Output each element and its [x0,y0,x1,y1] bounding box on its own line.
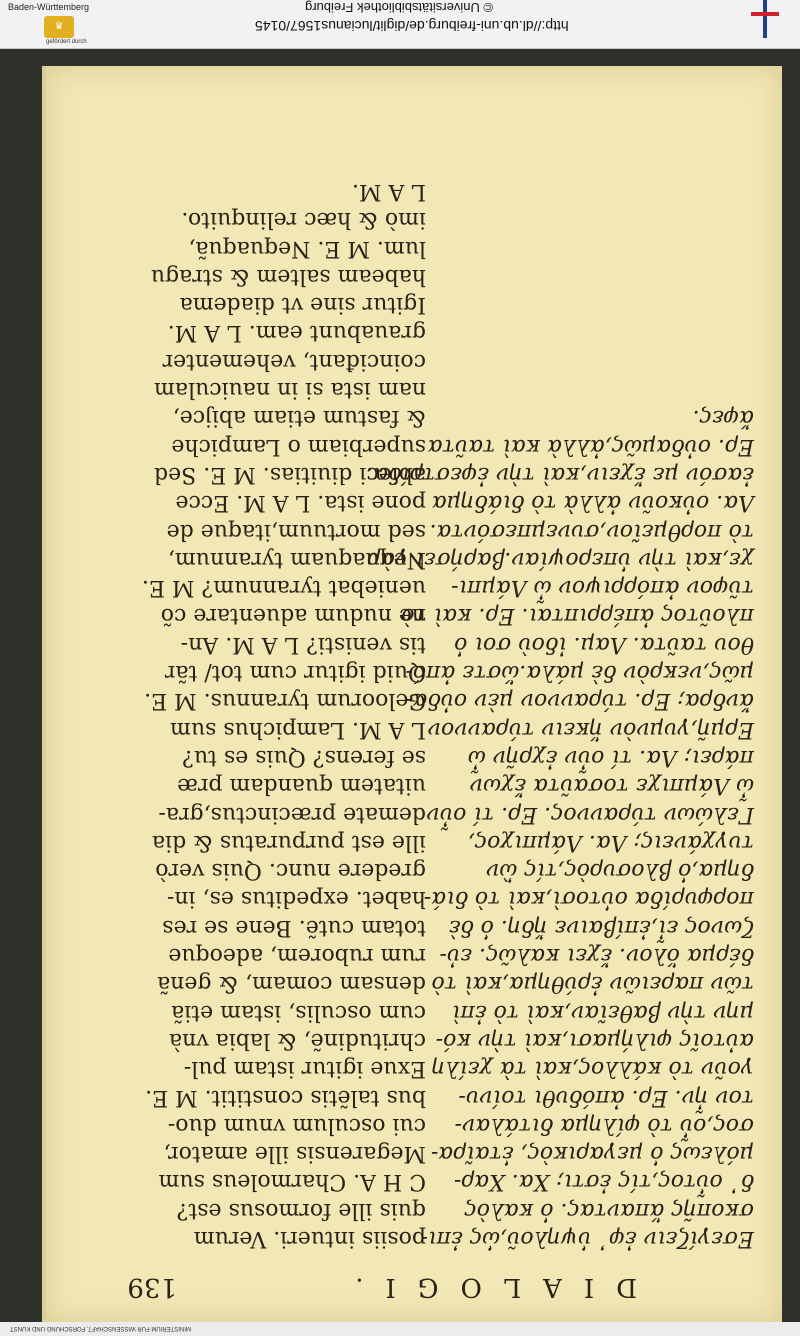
text-line: Quid igitur cum tot/ tãr [164,660,426,686]
text-line: μόλεως ὁ μεγαρικὸς, ἑταῖρα- [430,1141,754,1167]
text-line: & fastum etiam abijce, [172,405,426,431]
text-line: ὦ Λάμπιχε τοσαῦτα ἔχων [469,773,754,799]
text-line: ueniebat tyrannum? M E. [141,575,426,601]
text-line: δ᾽ οὗτος,τίς ἐστι; Χα. Χαρ- [453,1169,754,1195]
text-line: δέρμα ὅλον. ἔχει καλῶς. εὐ- [439,943,754,969]
coat-of-arms-icon: ♛ [44,16,74,38]
text-line: δημα,ὁ βλοσυρὸς,τίς ὢν [485,858,754,884]
text-line: tis venisti? L A M. An- [180,631,426,657]
running-head: DIALOGI. [333,1272,637,1302]
text-line: L A M. [351,179,426,205]
text-line: Megarensis ille amator, [163,1141,426,1167]
page-content-rotated [46,66,782,1322]
text-line: γοῦν τὸ κάλλος,καὶ τὰ χείλη [431,1056,754,1082]
text-line: posiis intueri. Verum [193,1226,426,1251]
text-line: pone ista. L A M. Ecce [175,490,426,516]
text-line: se ferens? Quis es tu? [182,744,426,770]
page-header [127,1262,637,1302]
text-line: μῶς,νεκρὸν δὲ μάλα.ὥστε ἀπό- [405,660,754,686]
text-line: μην τὴν βαθεῖαν,καὶ τὸ ἐπὶ [451,999,754,1025]
text-line: τῶν παρειῶν ἐρύθημα,καὶ τὸ [431,971,754,997]
text-line: πλοῦτος ἀπέρριπται. Ερ. καὶ τὸ [401,603,754,629]
latin-text-column [142,177,426,1252]
text-line: rum ruborem, adeoque [168,943,426,969]
text-line: χε,καὶ τὴν ὑπεροψίαν.βαρήσει γὰρ [367,546,754,572]
text-line: σκοπῆς ἅπαντας. ὁ καλὸς [464,1197,754,1223]
text-line: αὐτοῖς φιλήμασι,καὶ τὴν κό- [435,1027,754,1053]
text-line: πορφυρίδα οὑτοσὶ,καὶ τὸ διά- [423,886,754,912]
text-line: grauabunt eam. L A M. [167,320,426,346]
text-line: lum. M E. Nequaquã, [188,235,426,261]
text-line: habet. expeditus es, in- [166,886,426,912]
text-line: imò & hæc relinquito. [181,207,426,233]
text-line: Nequaquam tyrannum, [167,546,426,572]
text-line: chritudinẽ, & labia vnà [168,1027,426,1053]
text-line: sed mortuum,itaque de [166,518,426,544]
text-line: gredere nunc. Quis verò [155,858,426,884]
text-line: bus talẽtis constitit. M E. [145,1084,426,1110]
text-line: Γελώων τύραννος. Ερ. τί οὖν [426,801,754,827]
text-line: superbiam o Lampiche [171,433,426,459]
text-line: quis ille formosus est? [176,1197,426,1223]
text-line: densam comam, & genã [157,971,426,997]
footer-text: MINISTERIUM FÜR WISSENSCHAFT, FORSCHUNG UND KUNST [10,1325,192,1331]
text-line: Exue igitur istam pul- [183,1056,426,1082]
text-line: ἐασόν με ἔχειν,καὶ τὴν ἐφεστρίδα. [366,461,754,487]
text-line: Igitur sine vt diadema [179,292,426,318]
text-line: abieci diuitias. M E. Sed [154,461,426,487]
text-line: τῦφον ἀπόρριψον ὦ Λάμπι- [451,575,754,601]
page-number: 139 [127,1272,177,1302]
text-line: coinciđant, vehementer [162,348,426,374]
text-line: ne nudum aduentare cõ [160,603,426,629]
text-line: σος,οὗ τὸ φίλημα διτάλαν- [454,1112,754,1138]
text-line: demate præcinctus,gra- [158,801,426,827]
text-line: Ερμῆ,γυμνὸν ἥκειν τύραννον [427,716,754,742]
text-line: Ερ. οὐδαμῶς,ἀλλὰ καὶ ταῦτα [427,433,754,459]
text-line: Εσεγίζειν ἐφ᾽ ὑψηλοῦ,ὡς ἐπι- [420,1226,754,1251]
library-logo-icon[interactable] [745,0,785,40]
text-line: θου ταῦτα. Λαμ. ἰδοὺ σοι ὁ [454,631,754,657]
text-line: C H A. Charmoleus sum [158,1169,426,1195]
text-line: cui osculum vnum duo- [167,1112,426,1138]
brand-sub-label: gefördert durch [46,39,87,45]
text-line: τον ἦν. Ερ. ἀπόδυθι τοίνυ- [458,1084,754,1110]
copyright-notice: © Universitätsbibliothek Freiburg [305,0,494,15]
text-line: L A M. Lampichus sum [170,716,426,742]
text-line: habeam saltem & stragu [150,263,426,289]
text-line: τὸ πορθμεῖον,συνεμπεσόντα. [429,518,754,544]
text-line: nam ista si in nauiculam [154,377,426,403]
text-line: totam cutẽ. Bene se res [162,914,426,940]
text-line: cum osculis, istam etiã [171,999,426,1025]
text-line: uitatem quandam præ [177,773,426,799]
brand-top-label: Baden-Württemberg [8,2,90,12]
text-line: Λα. οὐκοῦν ἀλλὰ τὸ διάδημα [431,490,754,516]
scanned-page [42,66,782,1322]
text-line: ἄφες. [692,405,754,431]
text-line: ille est purpuratus & dia [151,829,426,855]
text-line: πάρει; Λα. τί οὖν ἐχρῆν ὦ [467,744,754,770]
text-line: τυγχάνεις; Λα. Λάμπιχος, [467,829,754,855]
viewer-toolbar [0,0,800,49]
sponsor-logo [8,2,108,46]
page-url[interactable]: http://dl.ub.uni-freiburg.de/diglit/lucianus1567/0145 [255,18,569,34]
text-line: ἄνδρα; Ερ. τύραννον μὲν οὐδα- [405,688,754,714]
text-line: Geloorum tyrannus. M E. [144,688,426,714]
text-line: ζωνος εἶ,ἐπίβαινε ἤδη. ὁ δὲ [448,914,754,940]
